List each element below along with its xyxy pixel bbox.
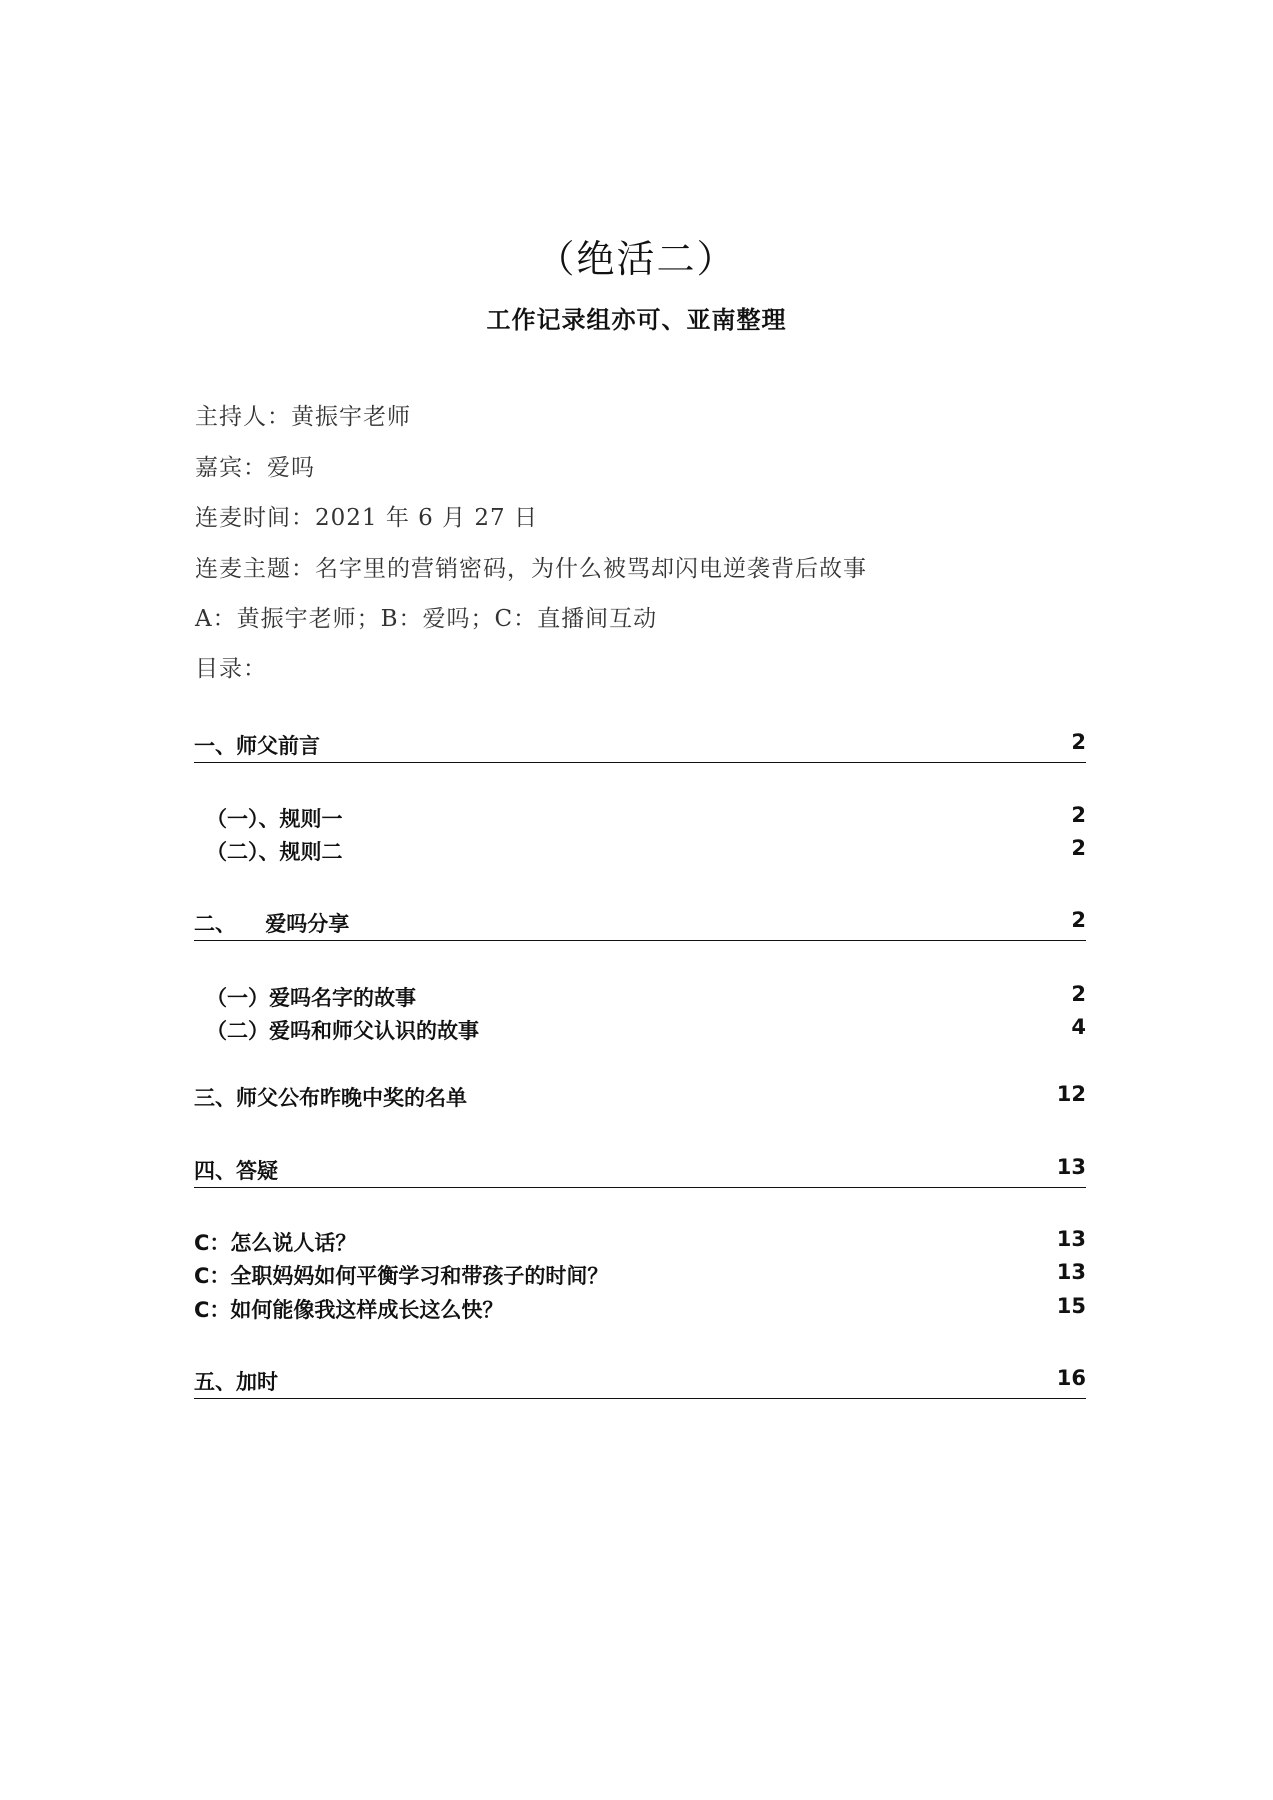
toc-entry[interactable] <box>194 982 1086 1014</box>
toc-entry-label: C：如何能像我这样成长这么快？ <box>194 1298 504 1322</box>
toc-entry[interactable] <box>194 803 1086 835</box>
toc-entry-page: 4 <box>1071 1015 1086 1039</box>
toc-heading: 目录： <box>195 656 267 682</box>
topic-line: 连麦主题：名字里的营销密码，为什么被骂却闪电逆袭背后故事 <box>195 556 867 582</box>
toc-entry-page: 12 <box>1056 1082 1086 1106</box>
roles-line: A：黄振宇老师；B：爱吗；C：直播间互动 <box>195 606 658 632</box>
toc-entry-label: 二、 爱吗分享 <box>194 912 350 936</box>
toc-entry-label: C：全职妈妈如何平衡学习和带孩子的时间？ <box>194 1264 609 1288</box>
time-line: 连麦时间：2021 年 6 月 27 日 <box>195 505 538 531</box>
toc-entry[interactable] <box>194 1260 1086 1292</box>
page-subtitle: 工作记录组亦可、亚南整理 <box>486 305 787 334</box>
toc-entry-page: 13 <box>1056 1227 1086 1251</box>
toc-entry-page: 2 <box>1071 730 1086 754</box>
toc-entry[interactable] <box>194 836 1086 868</box>
toc-entry-label: 四、答疑 <box>194 1159 278 1183</box>
toc-entry[interactable] <box>194 1227 1086 1259</box>
toc-entry-page: 15 <box>1056 1294 1086 1318</box>
toc-entry-label: 三、师父公布昨晚中奖的名单 <box>194 1086 467 1110</box>
toc-entry-page: 2 <box>1071 836 1086 860</box>
toc-entry-page: 16 <box>1056 1366 1086 1390</box>
toc-entry-page: 2 <box>1071 908 1086 932</box>
toc-entry[interactable] <box>194 1155 1086 1188</box>
toc-entry-label: 五、加时 <box>194 1370 278 1394</box>
toc-entry[interactable] <box>194 908 1086 941</box>
toc-entry[interactable] <box>194 1366 1086 1399</box>
toc-entry-label: 一、师父前言 <box>194 734 320 758</box>
host-line: 主持人：黄振宇老师 <box>195 404 411 430</box>
toc-entry-label: C：怎么说人话？ <box>194 1231 357 1255</box>
toc-entry-label: （二）爱吗和师父认识的故事 <box>206 1019 479 1043</box>
guest-line: 嘉宾：爱吗 <box>195 455 315 481</box>
toc-entry[interactable] <box>194 730 1086 763</box>
toc-entry-page: 13 <box>1056 1155 1086 1179</box>
toc-entry[interactable] <box>194 1082 1086 1114</box>
toc-entry-label: （一）、规则一 <box>206 807 343 831</box>
toc-entry-page: 13 <box>1056 1260 1086 1284</box>
toc-entry-label: （二）、规则二 <box>206 840 343 864</box>
toc-entry-page: 2 <box>1071 982 1086 1006</box>
toc-entry[interactable] <box>194 1015 1086 1047</box>
toc-entry-page: 2 <box>1071 803 1086 827</box>
page-title: （绝活二） <box>536 237 737 281</box>
toc-entry-label: （一）爱吗名字的故事 <box>206 986 416 1010</box>
toc-entry[interactable] <box>194 1294 1086 1326</box>
